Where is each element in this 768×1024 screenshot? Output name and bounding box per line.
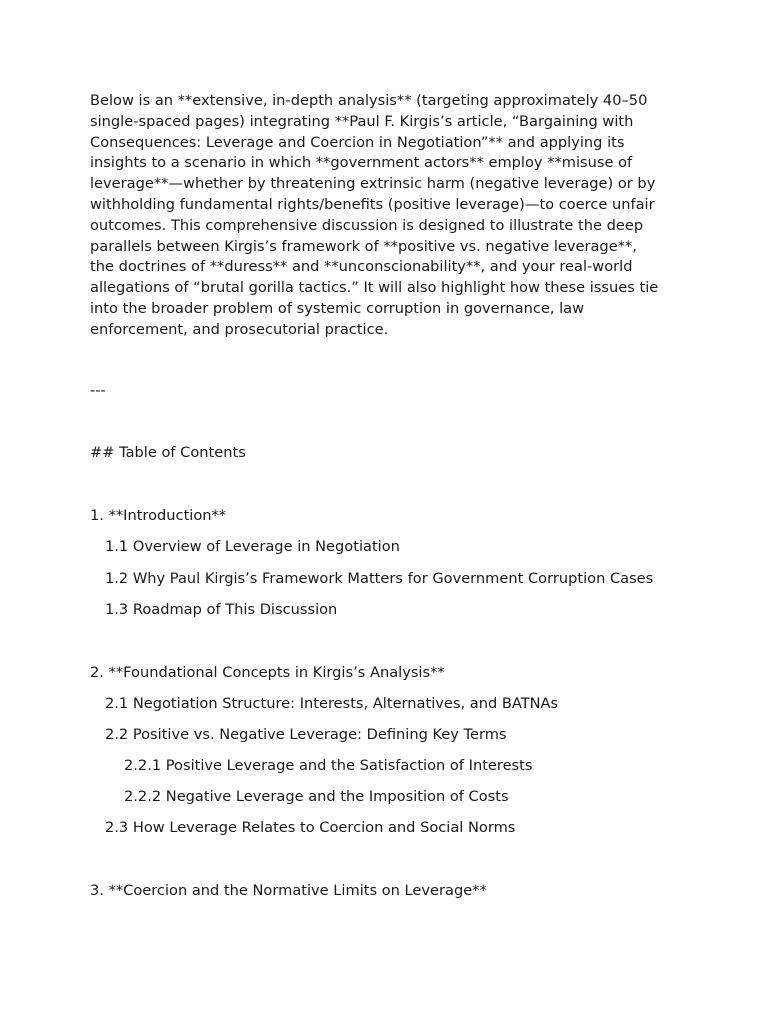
toc-item-1-3: 1.3 Roadmap of This Discussion xyxy=(105,600,338,618)
toc-item-2-2-1: 2.2.1 Positive Leverage and the Satisfaction of Interests xyxy=(124,757,533,775)
toc-item-1-2: 1.2 Why Paul Kirgis’s Framework Matters for Government Corruption Cases xyxy=(105,569,654,587)
document-page xyxy=(90,91,690,902)
toc-item-2-2: 2.2 Positive vs. Negative Leverage: Defining Key Terms xyxy=(105,725,507,743)
toc-item-1-1: 1.1 Overview of Leverage in Negotiation xyxy=(105,538,400,556)
toc-item-2-2-2: 2.2.2 Negative Leverage and the Imposition of Costs xyxy=(124,788,509,806)
toc-item-2: 2. **Foundational Concepts in Kirgis’s Analysis** xyxy=(90,663,445,681)
toc-item-2-3: 2.3 How Leverage Relates to Coercion and Social Norms xyxy=(105,819,516,837)
toc-item-2-1: 2.1 Negotiation Structure: Interests, Alternatives, and BATNAs xyxy=(105,694,559,712)
horizontal-rule-marker: --- xyxy=(90,381,106,399)
toc-heading: ## Table of Contents xyxy=(90,444,246,462)
toc-item-1: 1. **Introduction** xyxy=(90,507,227,525)
intro-paragraph: Below is an **extensive, in-depth analysis** (targeting approximately 40–50 single-spaced pages) integrating **Paul F. Kirgis’s article, “Bargaining with Consequences: Leverage and Coercion in Negotiation”** and applying its insights to a scenario in which **government actors** employ **misuse of leverage**—whether by threatening extrinsic harm (negative leverage) or by withholding fundamental rights/benefits (positive leverage)—to coerce unfair outcomes. This comprehensive discussion is designed to illustrate the deep parallels between Kirgis’s framework of **positive vs. negative leverage**, the doctrines of **duress** and **unconscionability**, and your real-world allegations of “brutal gorilla tactics.” It will also highlight how these issues tie into the broader problem of systemic corruption in governance, law enforcement, and prosecutorial practice. xyxy=(90,92,659,338)
table-of-contents xyxy=(90,506,690,902)
toc-item-3: 3. **Coercion and the Normative Limits on Leverage** xyxy=(90,882,487,900)
